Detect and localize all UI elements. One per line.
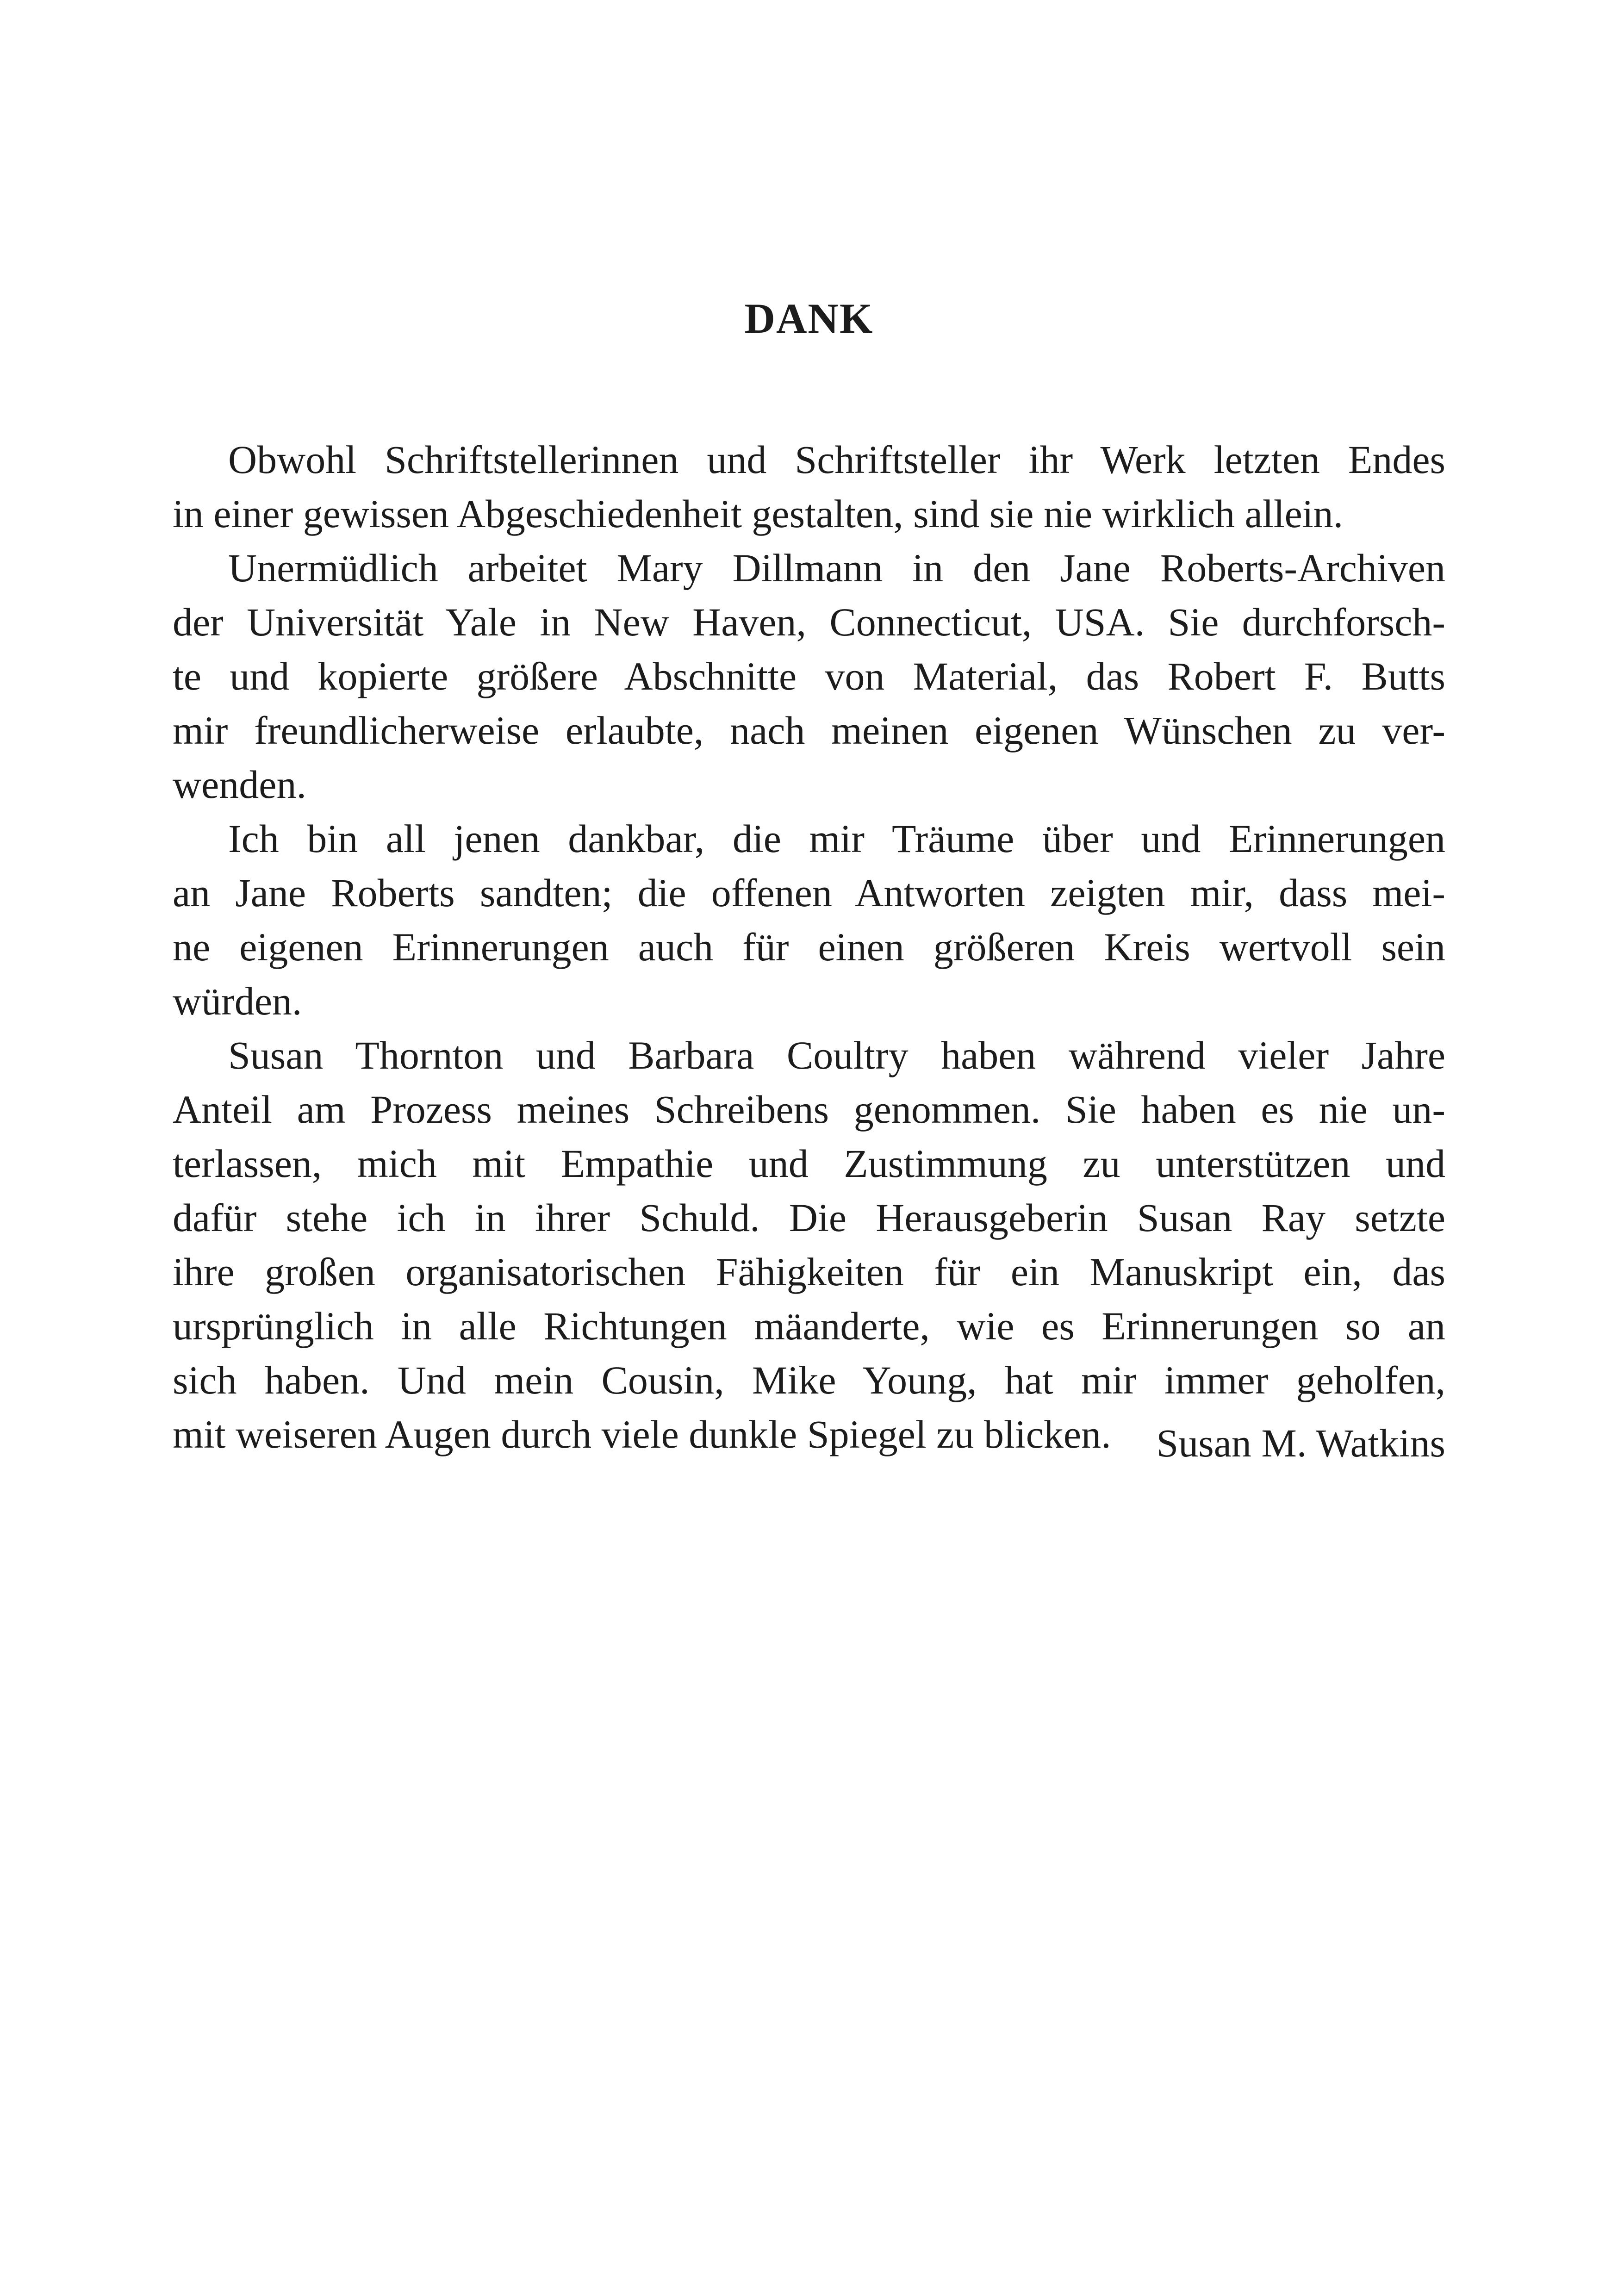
page-title: DANK xyxy=(744,295,874,342)
paragraph xyxy=(173,1028,1445,1462)
text-line: terlassen, mich mit Empathie und Zustimmung zu unterstützen und xyxy=(173,1141,1445,1186)
text-line: dafür stehe ich in ihrer Schuld. Die Herausgeberin Susan Ray setzte xyxy=(173,1195,1445,1240)
acknowledgement-body xyxy=(173,433,1445,1462)
text-line: ursprünglich in alle Richtungen mäanderte, wie es Erinnerungen so an xyxy=(173,1304,1445,1348)
text-line: ne eigenen Erinnerungen auch für einen größeren Kreis wertvoll sein xyxy=(173,925,1445,969)
text-line: Anteil am Prozess meines Schreibens genommen. Sie haben es nie un- xyxy=(173,1087,1445,1132)
paragraph xyxy=(173,541,1445,812)
text-line: in einer gewissen Abgeschiedenheit gestalten, sind sie nie wirklich allein. xyxy=(173,492,1344,536)
text-line: Obwohl Schriftstellerinnen und Schriftsteller ihr Werk letzten Endes xyxy=(228,437,1445,482)
text-line: te und kopierte größere Abschnitte von Material, das Robert F. Butts xyxy=(173,654,1445,698)
text-line: mit weiseren Augen durch viele dunkle Spiegel zu blicken. xyxy=(173,1412,1111,1456)
text-line: an Jane Roberts sandten; die offenen Antworten zeigten mir, dass mei- xyxy=(173,871,1445,915)
paragraph xyxy=(173,433,1445,541)
text-line: ihre großen organisatorischen Fähigkeiten für ein Manuskript ein, das xyxy=(173,1250,1445,1294)
text-line: wenden. xyxy=(173,762,306,807)
text-line: Ich bin all jenen dankbar, die mir Träume über und Erinnerungen xyxy=(228,816,1445,861)
text-line: Unermüdlich arbeitet Mary Dillmann in den Jane Roberts-Archiven xyxy=(228,546,1445,590)
text-line: würden. xyxy=(173,979,302,1023)
text-line: der Universität Yale in New Haven, Connecticut, USA. Sie durchforsch- xyxy=(173,600,1445,644)
text-line: Susan Thornton und Barbara Coultry haben während vieler Jahre xyxy=(228,1033,1445,1077)
paragraph xyxy=(173,812,1445,1028)
text-line: mir freundlicherweise erlaubte, nach meinen eigenen Wünschen zu ver- xyxy=(173,708,1445,753)
author-signature: Susan M. Watkins xyxy=(1156,1421,1445,1465)
text-line: sich haben. Und mein Cousin, Mike Young, hat mir immer geholfen, xyxy=(173,1358,1445,1402)
